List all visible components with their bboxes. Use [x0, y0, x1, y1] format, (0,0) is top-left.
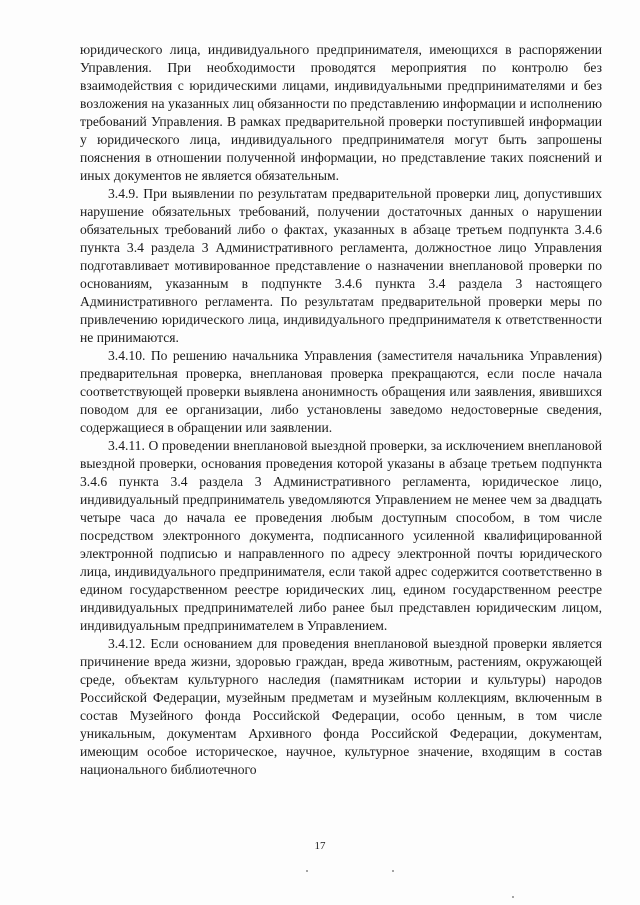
paragraph-3-4-10: 3.4.10. По решению начальника Управления (заместителя начальника Управления) предварительная проверка, внеплановая проверка прекращаются, если после начала соответствующей проверки выявлена анонимность обращения или заявления, явившихся поводом для ее организации, либо установлены заведомо недостоверные сведения, содержащиеся в обращении или заявлении. [80, 348, 602, 435]
paragraph-3-4-11: 3.4.11. О проведении внеплановой выездной проверки, за исключением внеплановой выездной проверки, основания проведения которой указаны в абзаце третьем подпункта 3.4.6 пункта 3.4 раздела 3 Административного регламента, юридическое лицо, индивидуальный предприниматель уведомляются Управлением не менее чем за двадцать четыре часа до начала ее проведения любым доступным способом, в том числе посредством электронного документа, подписанного усиленной квалифицированной электронной подписью и направленного по адресу электронной почты юридического лица, индивидуального предпринимателя, если такой адрес содержится соответственно в едином государственном реестре юридических лиц, едином государственном реестре индивидуальных предпринимателей либо ранее был представлен юридическим лицом, индивидуальным предпринимателем в Управлением. [80, 438, 602, 633]
paragraph-continuation: юридического лица, индивидуального предпринимателя, имеющихся в распоряжении Управления. При необходимости проводятся мероприятия по контролю без взаимодействия с юридическими лицами, индивидуальными предпринимателями и без возложения на указанных лиц обязанности по представлению информации и исполнению требований Управления. В рамках предварительной проверки поступившей информации у юридического лица, индивидуального предпринимателя могут быть запрошены пояснения в отношении полученной информации, но представление таких пояснений и иных документов не является обязательным. [80, 42, 602, 183]
paragraph-3-4-12: 3.4.12. Если основанием для проведения внеплановой выездной проверки является причинение вреда жизни, здоровью граждан, вреда животным, растениям, окружающей среде, объектам культурного наследия (памятникам истории и культуры) народов Российской Федерации, музейным предметам и музейным коллекциям, включенным в состав Музейного фонда Российской Федерации, особо ценным, в том числе уникальным, документам Архивного фонда Российской Федерации, документам, имеющим особое историческое, научное, культурное значение, входящим в состав национального библиотечного [80, 636, 602, 777]
paragraph-3-4-9: 3.4.9. При выявлении по результатам предварительной проверки лиц, допустивших нарушение обязательных требований, получении достаточных данных о нарушении обязательных требований либо о фактах, указанных в абзаце третьем подпункта 3.4.6 пункта 3.4 раздела 3 Административного регламента, должностное лицо Управления подготавливает мотивированное представление о назначении внеплановой проверки по основаниям, указанным в подпункте 3.4.6 пункта 3.4 раздела 3 настоящего Административного регламента. По результатам предварительной проверки меры по привлечению юридического лица, индивидуального предпринимателя к ответственности не принимаются. [80, 186, 602, 345]
scan-speck [306, 870, 308, 872]
page-number: 17 [314, 840, 326, 852]
scan-speck [392, 870, 394, 872]
scan-speck [512, 896, 514, 898]
document-body [80, 41, 602, 779]
